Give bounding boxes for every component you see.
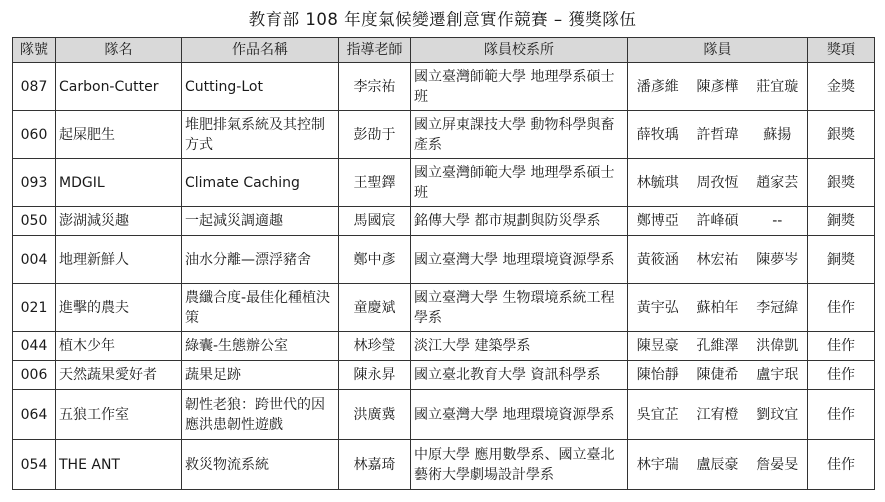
cell-team-name: 植木少年 bbox=[56, 332, 182, 361]
header-team-no: 隊號 bbox=[13, 38, 56, 63]
cell-team-no: 050 bbox=[13, 207, 56, 236]
cell-member-2: 盧辰豪 bbox=[688, 440, 748, 490]
cell-school: 國立臺灣大學 生物環境系統工程學系 bbox=[411, 284, 628, 332]
cell-team-no: 087 bbox=[13, 63, 56, 111]
cell-member-1: 陳昱豪 bbox=[628, 332, 688, 361]
cell-award: 佳作 bbox=[808, 361, 875, 390]
cell-team-no: 004 bbox=[13, 236, 56, 284]
cell-school: 淡江大學 建築學系 bbox=[411, 332, 628, 361]
cell-award: 佳作 bbox=[808, 284, 875, 332]
cell-member-2: 孔維澤 bbox=[688, 332, 748, 361]
cell-member-3: 劉玟宜 bbox=[748, 390, 808, 440]
cell-team-no: 021 bbox=[13, 284, 56, 332]
cell-work-name: Cutting-Lot bbox=[182, 63, 339, 111]
cell-member-1: 鄭博亞 bbox=[628, 207, 688, 236]
cell-school: 國立臺北教育大學 資訊科學系 bbox=[411, 361, 628, 390]
cell-team-name: MDGIL bbox=[56, 159, 182, 207]
cell-work-name: 油水分離—漂浮豬舍 bbox=[182, 236, 339, 284]
header-members: 隊員 bbox=[628, 38, 808, 63]
cell-member-1: 陳怡靜 bbox=[628, 361, 688, 390]
cell-work-name: 綠囊-生態辦公室 bbox=[182, 332, 339, 361]
header-school: 隊員校系所 bbox=[411, 38, 628, 63]
table-row bbox=[13, 332, 875, 361]
cell-member-2: 陳彥樺 bbox=[688, 63, 748, 111]
cell-team-name: 進擊的農夫 bbox=[56, 284, 182, 332]
cell-member-3: 李冠緯 bbox=[748, 284, 808, 332]
cell-school: 中原大學 應用數學系、國立臺北藝術大學劇場設計學系 bbox=[411, 440, 628, 490]
cell-award: 金獎 bbox=[808, 63, 875, 111]
header-work-name: 作品名稱 bbox=[182, 38, 339, 63]
cell-team-name: 澎湖減災趣 bbox=[56, 207, 182, 236]
cell-work-name: 韌性老狼：跨世代的因應洪患韌性遊戲 bbox=[182, 390, 339, 440]
table-row bbox=[13, 111, 875, 159]
cell-award: 銀獎 bbox=[808, 111, 875, 159]
cell-advisor: 洪廣冀 bbox=[339, 390, 411, 440]
cell-work-name: 蔬果足跡 bbox=[182, 361, 339, 390]
cell-team-no: 044 bbox=[13, 332, 56, 361]
cell-member-1: 黃筱涵 bbox=[628, 236, 688, 284]
cell-school: 國立臺灣大學 地理環境資源學系 bbox=[411, 236, 628, 284]
cell-team-no: 054 bbox=[13, 440, 56, 490]
cell-school: 國立臺灣師範大學 地理學系碩士班 bbox=[411, 63, 628, 111]
table-row bbox=[13, 361, 875, 390]
cell-member-1: 潘彥維 bbox=[628, 63, 688, 111]
cell-advisor: 鄭中彥 bbox=[339, 236, 411, 284]
cell-advisor: 馬國宸 bbox=[339, 207, 411, 236]
cell-team-name: Carbon-Cutter bbox=[56, 63, 182, 111]
table-row bbox=[13, 440, 875, 490]
cell-member-2: 許峰碩 bbox=[688, 207, 748, 236]
cell-team-name: THE ANT bbox=[56, 440, 182, 490]
cell-award: 佳作 bbox=[808, 440, 875, 490]
table-row bbox=[13, 236, 875, 284]
cell-advisor: 林珍瑩 bbox=[339, 332, 411, 361]
cell-member-3: 莊宜璇 bbox=[748, 63, 808, 111]
cell-member-2: 陳倢希 bbox=[688, 361, 748, 390]
cell-member-1: 林宇瑞 bbox=[628, 440, 688, 490]
cell-work-name: 農纖合度-最佳化種植決策 bbox=[182, 284, 339, 332]
cell-work-name: 堆肥排氣系統及其控制方式 bbox=[182, 111, 339, 159]
cell-work-name: 救災物流系統 bbox=[182, 440, 339, 490]
cell-member-1: 林毓琪 bbox=[628, 159, 688, 207]
cell-advisor: 李宗祐 bbox=[339, 63, 411, 111]
cell-school: 國立臺灣師範大學 地理學系碩士班 bbox=[411, 159, 628, 207]
page-title: 教育部 108 年度氣候變遷創意實作競賽 – 獲獎隊伍 bbox=[248, 10, 637, 29]
cell-work-name: 一起減災調適趣 bbox=[182, 207, 339, 236]
cell-member-2: 許哲瑋 bbox=[688, 111, 748, 159]
cell-team-name: 天然蔬果愛好者 bbox=[56, 361, 182, 390]
cell-team-no: 060 bbox=[13, 111, 56, 159]
cell-member-2: 江宥橙 bbox=[688, 390, 748, 440]
header-row bbox=[13, 38, 875, 63]
cell-award: 銀獎 bbox=[808, 159, 875, 207]
cell-member-3: 蘇揚 bbox=[748, 111, 808, 159]
cell-member-3: -- bbox=[748, 207, 808, 236]
cell-member-1: 薛牧瑀 bbox=[628, 111, 688, 159]
cell-team-no: 006 bbox=[13, 361, 56, 390]
table-row bbox=[13, 390, 875, 440]
cell-advisor: 林嘉琦 bbox=[339, 440, 411, 490]
table-row bbox=[13, 63, 875, 111]
cell-member-2: 周孜恆 bbox=[688, 159, 748, 207]
cell-member-1: 吳宜芷 bbox=[628, 390, 688, 440]
cell-member-3: 詹晏旻 bbox=[748, 440, 808, 490]
cell-advisor: 王聖鐸 bbox=[339, 159, 411, 207]
table-row bbox=[13, 159, 875, 207]
cell-advisor: 陳永昇 bbox=[339, 361, 411, 390]
cell-advisor: 彭劭于 bbox=[339, 111, 411, 159]
cell-member-3: 趙家芸 bbox=[748, 159, 808, 207]
cell-member-3: 盧宇珉 bbox=[748, 361, 808, 390]
table-row bbox=[13, 207, 875, 236]
cell-award: 銅獎 bbox=[808, 207, 875, 236]
cell-advisor: 童慶斌 bbox=[339, 284, 411, 332]
header-team-name: 隊名 bbox=[56, 38, 182, 63]
cell-award: 佳作 bbox=[808, 332, 875, 361]
cell-member-2: 林宏祐 bbox=[688, 236, 748, 284]
header-award: 獎項 bbox=[808, 38, 875, 63]
cell-school: 國立屏東課技大學 動物科學與畜產系 bbox=[411, 111, 628, 159]
cell-team-name: 五狼工作室 bbox=[56, 390, 182, 440]
cell-team-name: 地理新鮮人 bbox=[56, 236, 182, 284]
cell-team-name: 起屎肥生 bbox=[56, 111, 182, 159]
cell-member-3: 陳夢岑 bbox=[748, 236, 808, 284]
cell-member-3: 洪偉凱 bbox=[748, 332, 808, 361]
cell-school: 國立臺灣大學 地理環境資源學系 bbox=[411, 390, 628, 440]
cell-member-1: 黃宇弘 bbox=[628, 284, 688, 332]
awards-table bbox=[12, 37, 875, 490]
cell-school: 銘傳大學 都市規劃與防災學系 bbox=[411, 207, 628, 236]
cell-team-no: 093 bbox=[13, 159, 56, 207]
cell-work-name: Climate Caching bbox=[182, 159, 339, 207]
cell-award: 佳作 bbox=[808, 390, 875, 440]
table-row bbox=[13, 284, 875, 332]
cell-team-no: 064 bbox=[13, 390, 56, 440]
cell-member-2: 蘇柏年 bbox=[688, 284, 748, 332]
header-advisor: 指導老師 bbox=[339, 38, 411, 63]
cell-award: 銅獎 bbox=[808, 236, 875, 284]
